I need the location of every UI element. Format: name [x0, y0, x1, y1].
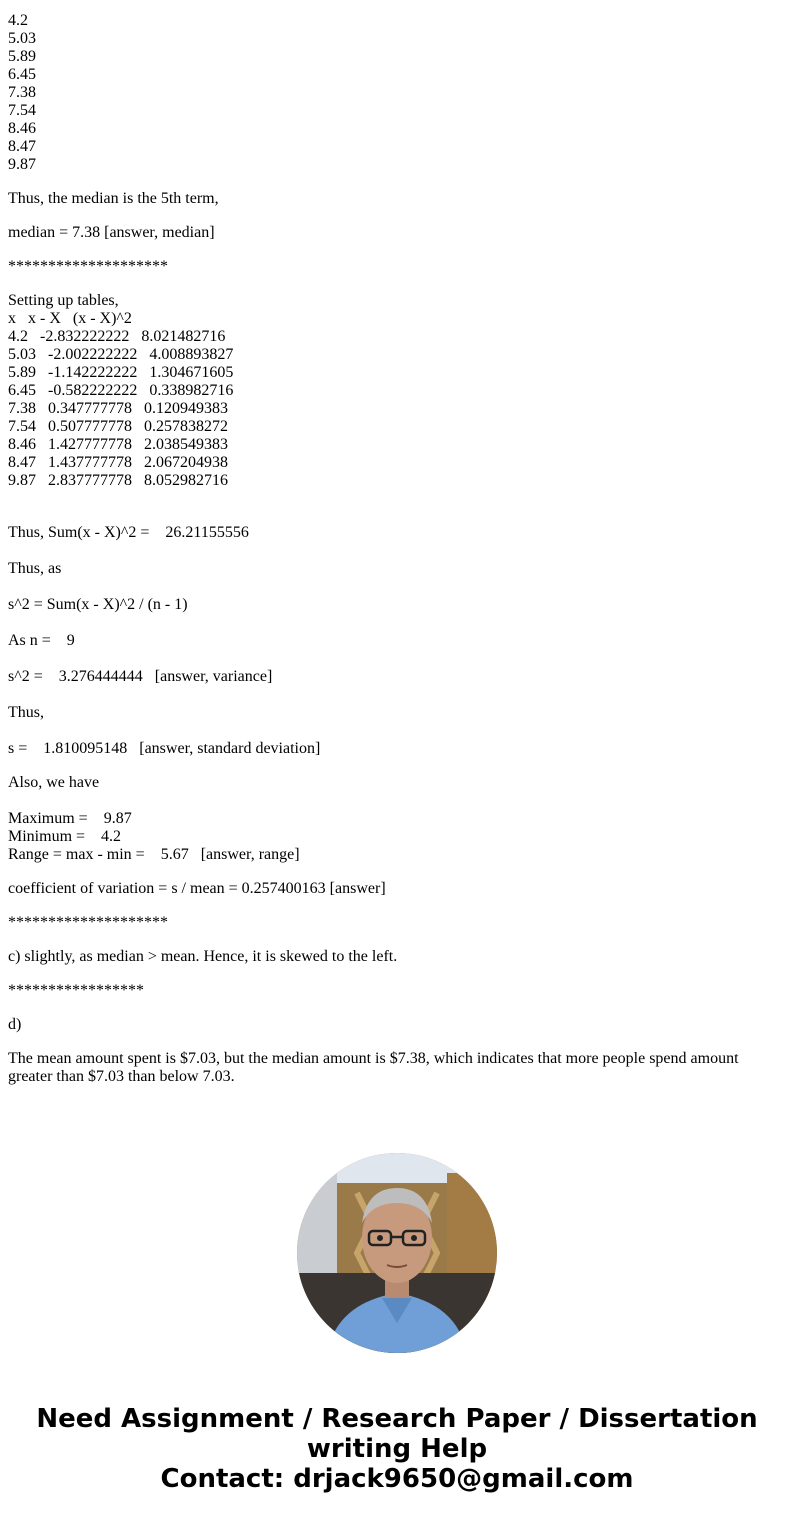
contact-banner — [0, 1404, 794, 1494]
part-c-answer: c) slightly, as median > mean. Hence, it is skewed to the left. — [8, 948, 398, 965]
table-row: 8.46 1.427777778 2.038549383 — [8, 436, 228, 453]
table-row: 5.03 -2.002222222 4.008893827 — [8, 346, 234, 363]
banner-line: Need Assignment / Research Paper / Dissertation — [36, 1404, 758, 1434]
deviation-table — [8, 328, 778, 490]
variance-answer: s^2 = 3.276444444 [answer, variance] — [8, 668, 273, 685]
table-row: 7.54 0.507777778 0.257838272 — [8, 418, 228, 435]
sorted-value: 5.03 — [8, 30, 36, 47]
sorted-values-list — [8, 12, 778, 174]
banner-line: writing Help — [306, 1434, 488, 1464]
variance-formula: s^2 = Sum(x - X)^2 / (n - 1) — [8, 596, 188, 613]
sorted-value: 8.47 — [8, 138, 36, 155]
sorted-value: 5.89 — [8, 48, 36, 65]
thus-line: Thus, — [8, 704, 44, 721]
person-photo-icon — [297, 1153, 497, 1353]
separator: ******************** — [8, 258, 168, 275]
also-we-have: Also, we have — [8, 774, 100, 791]
sorted-value: 4.2 — [8, 12, 28, 29]
sum-line: Thus, Sum(x - X)^2 = 26.21155556 — [8, 524, 249, 541]
table-row: 5.89 -1.142222222 1.304671605 — [8, 364, 234, 381]
sorted-value: 7.38 — [8, 84, 36, 101]
range-line: Range = max - min = 5.67 [answer, range] — [8, 846, 300, 863]
maximum-line: Maximum = 9.87 — [8, 810, 132, 827]
sd-answer: s = 1.810095148 [answer, standard deviation] — [8, 740, 321, 757]
sorted-value: 6.45 — [8, 66, 36, 83]
tables-intro: Setting up tables, — [8, 292, 119, 309]
table-row: 7.38 0.347777778 0.120949383 — [8, 400, 228, 417]
minimum-line: Minimum = 4.2 — [8, 828, 122, 845]
n-line: As n = 9 — [8, 632, 75, 649]
sorted-value: 8.46 — [8, 120, 36, 137]
part-d-label: d) — [8, 1016, 22, 1033]
median-explanation: Thus, the median is the 5th term, — [8, 190, 219, 207]
median-answer: median = 7.38 [answer, median] — [8, 224, 215, 241]
contact-email: Contact: drjack9650@gmail.com — [160, 1464, 634, 1494]
separator: ******************** — [8, 914, 168, 931]
part-d-answer: The mean amount spent is $7.03, but the median amount is $7.38, which indicates that more people spend amount greater than $7.03 than below 7.03. — [8, 1050, 743, 1085]
sorted-value: 9.87 — [8, 156, 36, 173]
table-row: 9.87 2.837777778 8.052982716 — [8, 472, 228, 489]
separator: ***************** — [8, 982, 144, 999]
table-row: 8.47 1.437777778 2.067204938 — [8, 454, 228, 471]
sorted-value: 7.54 — [8, 102, 36, 119]
table-row: 4.2 -2.832222222 8.021482716 — [8, 328, 226, 345]
cv-line: coefficient of variation = s / mean = 0.257400163 [answer] — [8, 880, 386, 897]
solution-text — [8, 12, 778, 1086]
table-header: x x - X (x - X)^2 — [8, 310, 132, 327]
table-row: 6.45 -0.582222222 0.338982716 — [8, 382, 234, 399]
thus-as: Thus, as — [8, 560, 62, 577]
